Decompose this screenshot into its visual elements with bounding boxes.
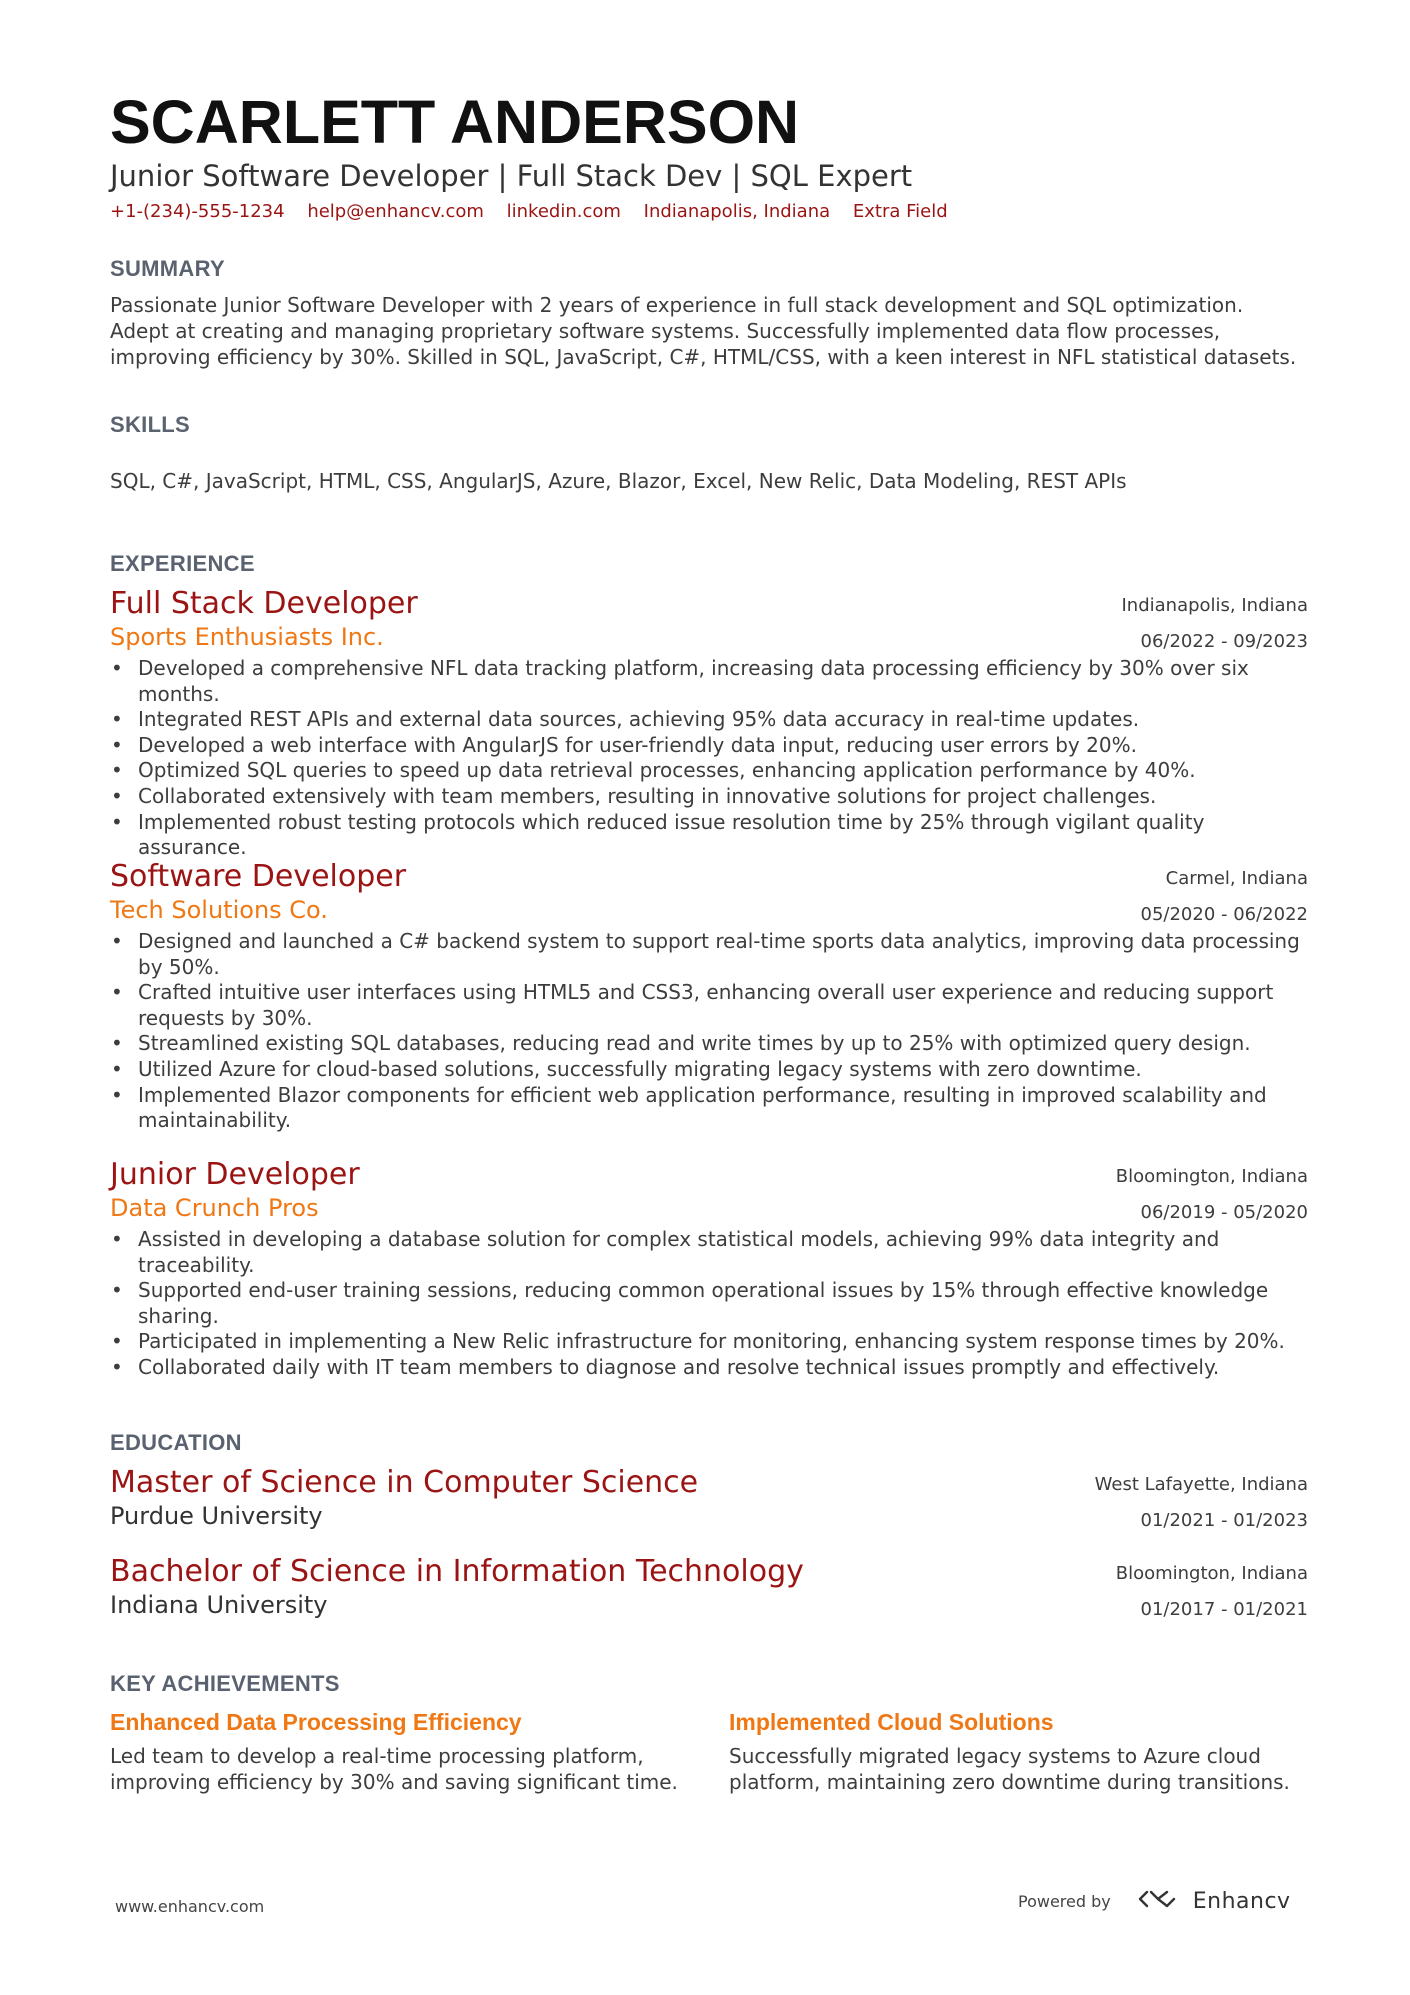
job-title: Software Developer [110,859,407,894]
job-location: Bloomington, Indiana [1115,1166,1308,1187]
job-dates: 06/2019 - 05/2020 [1140,1202,1308,1223]
experience-item [110,1157,1308,1381]
school-name: Indiana University [110,1591,328,1619]
education-item [110,1465,1308,1531]
contact-phone[interactable]: +1-(234)-555-1234 [110,201,285,222]
bullet: • Assisted in developing a database solution for complex statistical models, achieving 99% data integrity and traceability. [138,1227,1308,1278]
job-bullets [110,1227,1308,1381]
bullet: • Developed a comprehensive NFL data tracking platform, increasing data processing efficiency by 30% over six months. [138,656,1308,707]
education-dates: 01/2017 - 01/2021 [1140,1599,1308,1620]
school-name: Purdue University [110,1502,323,1530]
job-bullets [110,929,1308,1134]
bullet: • Crafted intuitive user interfaces using HTML5 and CSS3, enhancing overall user experience and reducing support requests by 30%. [138,980,1308,1031]
bullet: • Optimized SQL queries to speed up data retrieval processes, enhancing application performance by 40%. [138,758,1308,784]
powered-by-label: Powered by [1018,1891,1111,1911]
brand-name: Enhancv [1192,1888,1291,1914]
experience-item [110,586,1308,861]
education-meta [1116,1556,1308,1628]
job-location: Indianapolis, Indiana [1121,595,1308,616]
bullet: • Designed and launched a C# backend system to support real-time sports data analytics, improving data processing by 50%. [138,929,1308,980]
job-meta [1141,861,1309,933]
bullet: • Collaborated daily with IT team members to diagnose and resolve technical issues promptly and effectively. [138,1355,1308,1381]
summary-text: Passionate Junior Software Developer with 2 years of experience in full stack development and SQL optimization. Adept at creating and managing proprietary software systems. Successfully implemented data flow processes, improving efficiency by 30%. Skilled in SQL, JavaScript, C#, HTML/CSS, with a keen interest in NFL statistical datasets. [110,293,1297,369]
achievement-item [110,1707,700,1795]
footer-branding [1018,1888,1291,1914]
bullet: • Implemented robust testing protocols which reduced issue resolution time by 25% through vigilant quality assurance. [138,810,1308,861]
job-dates: 05/2020 - 06/2022 [1140,904,1308,925]
bullet: • Integrated REST APIs and external data sources, achieving 95% data accuracy in real-time updates. [138,707,1308,733]
contact-linkedin[interactable]: linkedin.com [506,201,621,222]
achievement-title: Implemented Cloud Solutions [729,1709,1054,1735]
job-title: Junior Developer [110,1157,360,1192]
bullet: • Developed a web interface with AngularJS for user-friendly data input, reducing user errors by 20%. [138,733,1308,759]
achievement-desc: Led team to develop a real-time processing platform, improving efficiency by 30% and saving significant time. [110,1744,678,1794]
contact-location: Indianapolis, Indiana [643,201,831,222]
bullet: • Participated in implementing a New Relic infrastructure for monitoring, enhancing system response times by 20%. [138,1329,1308,1355]
education-location: West Lafayette, Indiana [1094,1474,1308,1495]
bullet: • Streamlined existing SQL databases, reducing read and write times by up to 25% with optimized query design. [138,1031,1308,1057]
enhancv-logo-icon [1137,1888,1183,1914]
experience-item [110,859,1308,1134]
education-meta [1095,1467,1308,1539]
skills-text: SQL, C#, JavaScript, HTML, CSS, AngularJS, Azure, Blazor, Excel, New Relic, Data Modeling, REST APIs [110,469,1127,493]
footer-website[interactable]: www.enhancv.com [115,1897,265,1916]
candidate-name: SCARLETT ANDERSON [110,88,800,156]
company-name: Sports Enthusiasts Inc. [110,623,384,651]
job-title: Full Stack Developer [110,586,418,621]
degree-title: Bachelor of Science in Information Technology [110,1554,804,1589]
summary-heading: SUMMARY [110,256,225,281]
contact-email[interactable]: help@enhancv.com [307,201,484,222]
bullet: • Collaborated extensively with team members, resulting in innovative solutions for project challenges. [138,784,1308,810]
job-meta [1116,1159,1308,1231]
job-dates: 06/2022 - 09/2023 [1140,631,1308,652]
job-bullets [110,656,1308,861]
skills-heading: SKILLS [110,412,191,437]
job-meta [1122,588,1309,660]
contact-extra: Extra Field [852,201,948,222]
contact-bar [110,201,965,222]
education-heading: EDUCATION [110,1430,242,1455]
achievement-title: Enhanced Data Processing Efficiency [110,1709,522,1735]
bullet: • Implemented Blazor components for efficient web application performance, resulting in improved scalability and maintainability. [138,1083,1308,1134]
headline: Junior Software Developer | Full Stack Dev | SQL Expert [110,159,913,193]
degree-title: Master of Science in Computer Science [110,1465,699,1500]
bullet: • Utilized Azure for cloud-based solutions, successfully migrating legacy systems with zero downtime. [138,1057,1308,1083]
job-location: Carmel, Indiana [1165,868,1308,889]
education-location: Bloomington, Indiana [1115,1563,1308,1584]
education-dates: 01/2021 - 01/2023 [1140,1510,1308,1531]
education-item [110,1554,1308,1620]
achievement-item [729,1707,1319,1795]
company-name: Tech Solutions Co. [110,896,328,924]
achievements-heading: KEY ACHIEVEMENTS [110,1671,340,1696]
achievement-desc: Successfully migrated legacy systems to Azure cloud platform, maintaining zero downtime during transitions. [729,1744,1290,1794]
bullet: • Supported end-user training sessions, reducing common operational issues by 15% through effective knowledge sharing. [138,1278,1308,1329]
experience-heading: EXPERIENCE [110,551,255,576]
company-name: Data Crunch Pros [110,1194,319,1222]
